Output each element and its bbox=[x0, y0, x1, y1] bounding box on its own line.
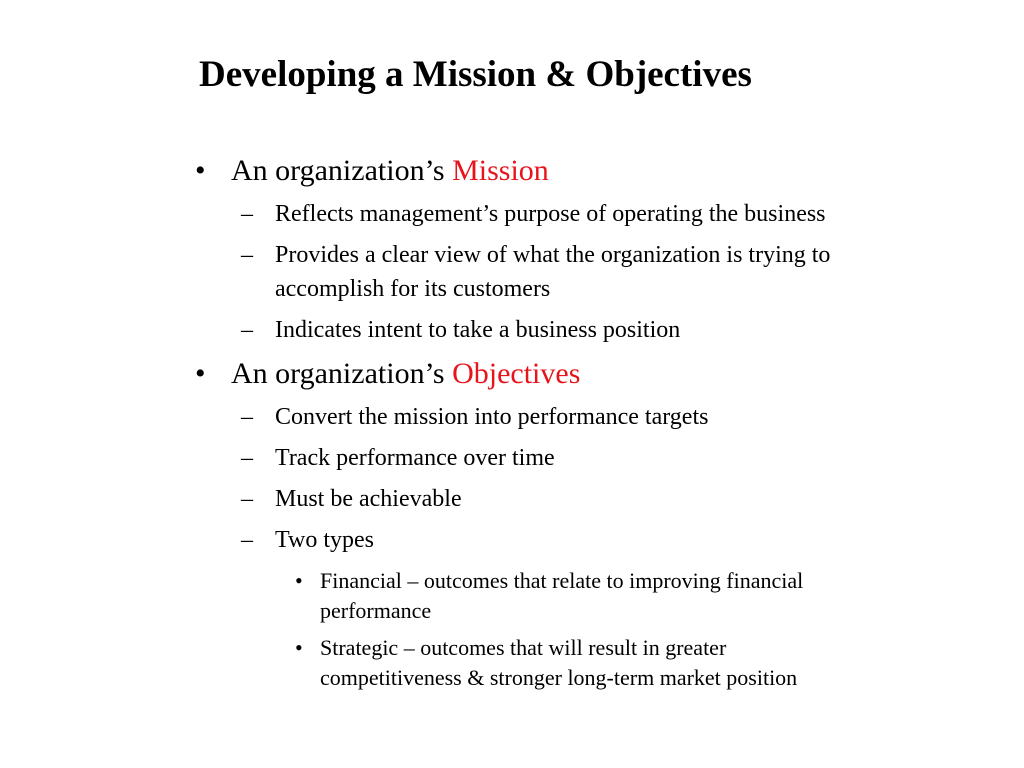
dash-icon: – bbox=[241, 486, 253, 512]
heading-prefix: An organization’s bbox=[231, 154, 453, 187]
bullet-icon: • bbox=[295, 635, 303, 660]
heading-keyword-objectives: Objectives bbox=[452, 357, 581, 390]
sub-sub-bullet bbox=[185, 566, 820, 626]
heading-prefix: An organization’s bbox=[231, 357, 453, 390]
slide-title: Developing a Mission & Objectives bbox=[199, 54, 752, 95]
bullet-icon: • bbox=[195, 357, 206, 390]
sub-bullet-text: Reflects management’s purpose of operating the business bbox=[275, 201, 826, 227]
slide-content bbox=[185, 150, 865, 693]
bullet-mission bbox=[185, 152, 865, 190]
dash-icon: – bbox=[241, 201, 253, 227]
sub-bullet-text: Indicates intent to take a business position bbox=[275, 317, 681, 343]
dash-icon: – bbox=[241, 404, 253, 430]
dash-icon: – bbox=[241, 317, 253, 343]
sub-sub-bullet-text: Financial – outcomes that relate to improving financial performance bbox=[320, 568, 804, 623]
sub-bullet bbox=[185, 313, 835, 347]
dash-icon: – bbox=[241, 527, 253, 553]
sub-bullet-text: Two types bbox=[275, 527, 374, 553]
sub-bullet bbox=[185, 197, 835, 231]
heading-keyword-mission: Mission bbox=[452, 154, 549, 187]
sub-bullet-text: Must be achievable bbox=[275, 486, 462, 512]
bullet-objectives bbox=[185, 355, 865, 393]
sub-bullet bbox=[185, 238, 835, 306]
sub-bullet bbox=[185, 482, 835, 516]
sub-bullet-text: Convert the mission into performance targets bbox=[275, 404, 709, 430]
dash-icon: – bbox=[241, 242, 253, 268]
sub-sub-bullet-text: Strategic – outcomes that will result in greater competitiveness & stronger long-term market position bbox=[320, 635, 798, 690]
sub-bullet-text: Provides a clear view of what the organization is trying to accomplish for its customers bbox=[275, 242, 831, 302]
bullet-icon: • bbox=[195, 154, 206, 187]
bullet-icon: • bbox=[295, 568, 303, 593]
sub-bullet bbox=[185, 523, 835, 557]
dash-icon: – bbox=[241, 445, 253, 471]
sub-bullet bbox=[185, 441, 835, 475]
sub-sub-bullet bbox=[185, 633, 820, 693]
sub-bullet-text: Track performance over time bbox=[275, 445, 555, 471]
sub-bullet bbox=[185, 400, 835, 434]
